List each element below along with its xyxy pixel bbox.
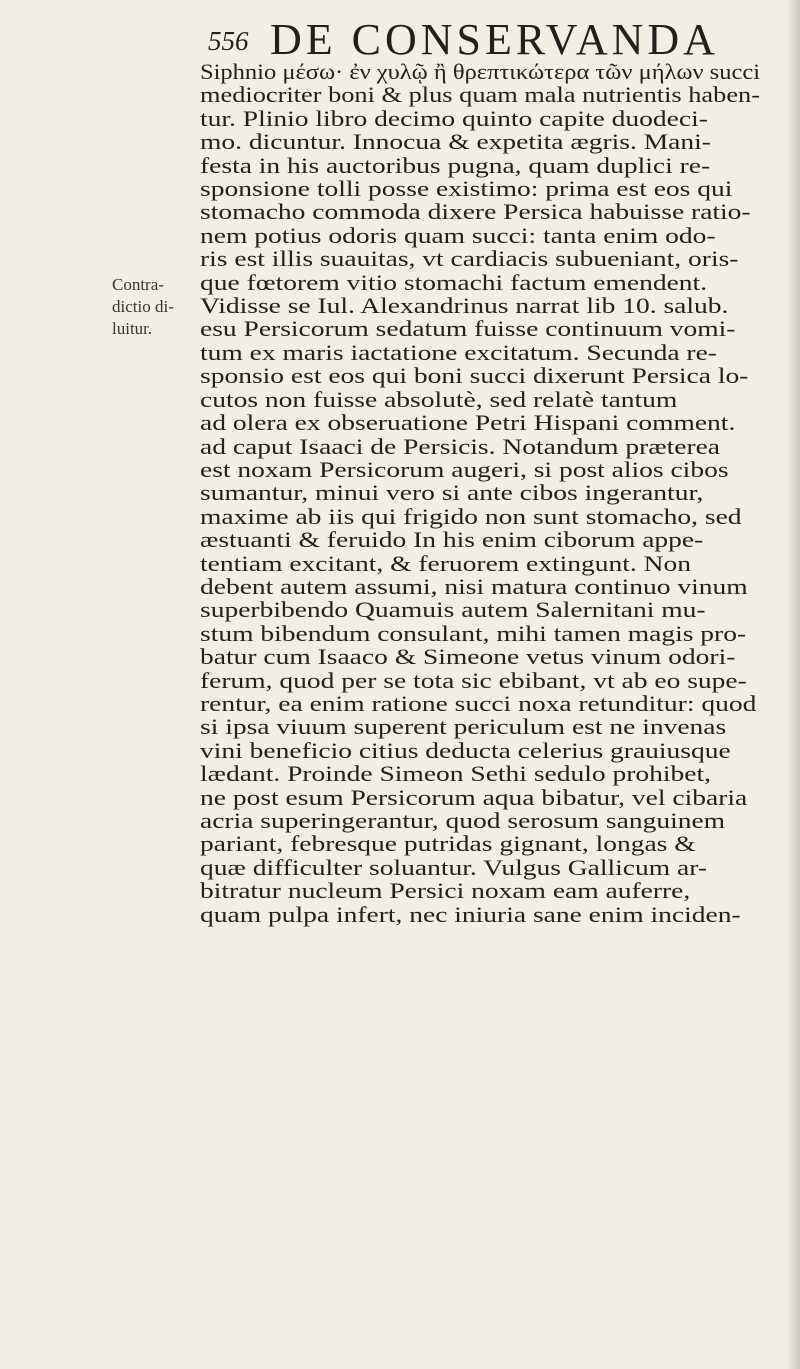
text-line-content: æstuanti & feruido In his enim ciborum appe- xyxy=(200,527,704,553)
text-line xyxy=(200,271,800,294)
text-line-content: rentur, ea enim ratione succi noxa retunditur: quod xyxy=(200,690,757,716)
page-header xyxy=(208,14,768,64)
text-line xyxy=(200,247,800,270)
margin-note-line: dictio di- xyxy=(112,297,174,316)
text-line-content: est noxam Persicorum augeri, si post alios cibos xyxy=(200,456,729,482)
text-line-content: festa in his auctoribus pugna, quam duplici re- xyxy=(200,152,711,178)
text-line xyxy=(200,130,800,153)
text-line xyxy=(200,505,800,528)
text-line-content: debent autem assumi, nisi matura continuo vinum xyxy=(200,573,748,599)
text-line xyxy=(200,458,800,481)
text-line xyxy=(200,200,800,223)
text-line-content: ferum, quod per se tota sic ebibant, vt ab eo supe- xyxy=(200,667,747,693)
text-line xyxy=(200,598,800,621)
text-line xyxy=(200,435,800,458)
text-line-content: sponsione tolli posse existimo: prima est eos qui xyxy=(200,176,733,202)
text-line-content: Siphnio μέσω· ἐν χυλῷ ἢ θρεπτικώτερα τῶν μήλων succi xyxy=(200,59,761,84)
text-line xyxy=(200,83,800,106)
text-line xyxy=(200,622,800,645)
text-line xyxy=(200,575,800,598)
text-line xyxy=(200,669,800,692)
text-line-content: stomacho commoda dixere Persica habuisse ratio- xyxy=(200,199,751,225)
text-line xyxy=(200,317,800,340)
text-line-content: ne post esum Persicorum aqua bibatur, vel cibaria xyxy=(200,784,748,810)
text-line xyxy=(200,692,800,715)
text-line-content: ad caput Isaaci de Persicis. Notandum præterea xyxy=(200,433,721,459)
text-line xyxy=(200,341,800,364)
text-line-content: si ipsa viuum superent periculum est ne invenas xyxy=(200,714,727,740)
text-line xyxy=(200,762,800,785)
text-line-content: acria superingerantur, quod serosum sanguinem xyxy=(200,808,726,833)
text-line xyxy=(200,528,800,551)
margin-note xyxy=(112,274,194,340)
running-head: DE CONSERVANDA xyxy=(270,15,719,64)
margin-note-line: Contra- xyxy=(112,275,164,294)
text-line xyxy=(200,715,800,738)
text-line-content: cutos non fuisse absolutè, sed relatè tantum xyxy=(200,386,678,412)
text-line xyxy=(200,388,800,411)
text-line xyxy=(200,856,800,879)
text-line-content: esu Persicorum sedatum fuisse continuum vomi- xyxy=(200,316,736,342)
text-line xyxy=(200,879,800,902)
body-text xyxy=(200,60,760,926)
text-line-content: tentiam excitant, & feruorem extingunt. Non xyxy=(200,550,692,576)
text-line xyxy=(200,832,800,855)
text-line xyxy=(200,903,800,926)
text-line xyxy=(200,60,800,83)
text-line-content: que fœtorem vitio stomachi factum emendent. xyxy=(200,269,708,295)
text-line-content: lædant. Proinde Simeon Sethi sedulo prohibet, xyxy=(200,761,712,787)
text-line-content: ad olera ex obseruatione Petri Hispani comment. xyxy=(200,410,736,436)
text-line-content: maxime ab iis qui frigido non sunt stomacho, sed xyxy=(200,503,742,529)
page-number: 556 xyxy=(208,26,249,56)
text-line xyxy=(200,786,800,809)
text-line-content: quæ difficulter soluantur. Vulgus Gallicum ar- xyxy=(200,854,707,880)
text-line-content: tum ex maris iactatione excitatum. Secunda re- xyxy=(200,339,717,365)
text-line xyxy=(200,809,800,832)
text-line xyxy=(200,645,800,668)
text-line xyxy=(200,739,800,762)
text-line xyxy=(200,364,800,387)
text-line-content: mediocriter boni & plus quam mala nutrientis haben- xyxy=(200,82,760,108)
text-line xyxy=(200,552,800,575)
text-line-content: sponsio est eos qui boni succi dixerunt Persica lo- xyxy=(200,363,749,389)
text-line-content: quam pulpa infert, nec iniuria sane enim inciden- xyxy=(200,901,741,927)
text-line-content: nem potius odoris quam succi: tanta enim odo- xyxy=(200,222,716,248)
text-line-content: vini beneficio citius deducta celerius grauiusque xyxy=(200,737,731,763)
text-line xyxy=(200,154,800,177)
text-line-content: ris est illis suauitas, vt cardiacis subueniant, oris- xyxy=(200,246,739,272)
text-line xyxy=(200,177,800,200)
text-line xyxy=(200,224,800,247)
text-line-content: pariant, febresque putridas gignant, longas & xyxy=(200,831,696,857)
text-line-content: tur. Plinio libro decimo quinto capite duodeci- xyxy=(200,105,708,131)
text-line xyxy=(200,294,800,317)
text-line-content: batur cum Isaaco & Simeone vetus vinum odori- xyxy=(200,644,736,670)
text-line xyxy=(200,411,800,434)
text-line-content: Vidisse se Iul. Alexandrinus narrat lib 10. salub. xyxy=(200,293,729,319)
margin-note-line: luitur. xyxy=(112,319,153,338)
text-line-content: mo. dicuntur. Innocua & expetita ægris. Mani- xyxy=(200,129,711,155)
text-line-content: stum bibendum consulant, mihi tamen magis pro- xyxy=(200,620,747,646)
text-line xyxy=(200,481,800,504)
text-line xyxy=(200,107,800,130)
text-line-content: superbibendo Quamuis autem Salernitani mu- xyxy=(200,597,706,623)
text-line-content: sumantur, minui vero si ante cibos ingerantur, xyxy=(200,480,704,506)
text-line-content: bitratur nucleum Persici noxam eam auferre, xyxy=(200,878,691,904)
